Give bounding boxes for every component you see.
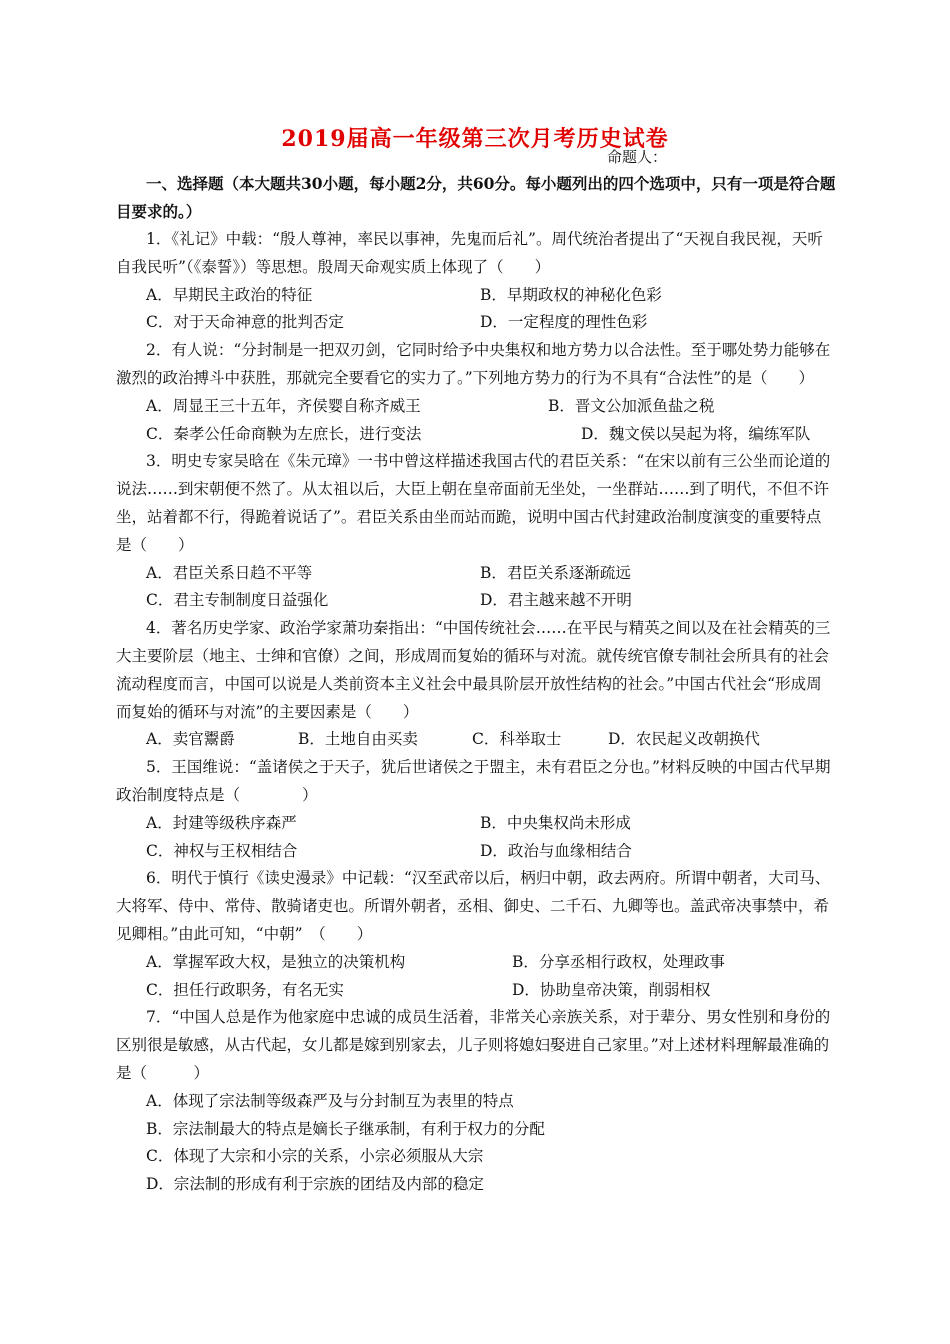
section-header: 一、选择题（本大题共30小题，每小题2分，共60分。每小题列出的四个选项中，只有一项是符合题目要求的。）	[116, 174, 836, 221]
question-stem: 7．“中国人总是作为他家庭中忠诚的成员生活着，非常关心亲族关系，对于辈分、男女性别和身份的区别很是敏感，从古代起，女儿都是嫁到别家去，儿子则将媳妇娶进自己家里。”对上述材料理解最准确的是（ ）	[116, 1008, 831, 1082]
question-stem: 4．著名历史学家、政治学家萧功秦指出：“中国传统社会……在平民与精英之间以及在社会精英的三大主要阶层（地主、士绅和官僚）之间，形成周而复始的循环与对流。就传统官僚专制社会所具有的社会流动程度而言，中国可以说是人类前资本主义社会中最具阶层开放性结构的社会。”中国古代社会“形成周而复始的循环与对流”的主要因素是（ ）	[116, 619, 831, 721]
question-7	[116, 1004, 836, 1199]
option-d: D．农民起义改朝换代	[608, 730, 760, 749]
option-c: C．对于天命神意的批判否定	[146, 313, 344, 332]
questions-list	[116, 226, 836, 1199]
question-stem: 6．明代于慎行《读史漫录》中记载：“汉至武帝以后，柄归中朝，政去两府。所谓中朝者，大司马、大将军、侍中、常侍、散骑诸吏也。所谓外朝者，丞相、御史、二千石、九卿等也。盖武帝决事禁中，希见卿相。”由此可知，“中朝” （ ）	[116, 869, 831, 943]
option-a: A．卖官鬻爵	[146, 730, 235, 749]
option-a: A．君臣关系日趋不平等	[146, 563, 313, 582]
option-row	[116, 726, 836, 754]
option-a: A．周显王三十五年，齐侯婴自称齐威王	[146, 396, 421, 415]
option-c: C．担任行政职务，有名无实	[146, 980, 344, 999]
question-stem: 2．有人说：“分封制是一把双刃剑，它同时给予中央集权和地方势力以合法性。至于哪处势力能够在激烈的政治搏斗中获胜，那就完全要看它的实力了。”下列地方势力的行为不具有“合法性”的是（ ）	[116, 341, 831, 387]
option-d: D．宗法制的形成有利于宗族的团结及内部的稳定	[146, 1175, 484, 1194]
option-a: A．早期民主政治的特征	[146, 285, 313, 304]
option-b: B．早期政权的神秘化色彩	[480, 285, 662, 304]
option-row	[116, 587, 836, 615]
question-6	[116, 865, 836, 1004]
option-b: B．中央集权尚未形成	[480, 813, 631, 832]
option-d: D．君主越来越不开明	[480, 591, 632, 610]
option-row	[116, 949, 836, 977]
option-b: B．君臣关系逐渐疏远	[480, 563, 631, 582]
option-row	[116, 393, 836, 421]
option-d: D．一定程度的理性色彩	[480, 313, 648, 332]
option-b: B．土地自由买卖	[298, 730, 418, 749]
option-b: B．宗法制最大的特点是嫡长子继承制，有利于权力的分配	[146, 1119, 545, 1138]
question-3	[116, 448, 836, 615]
option-row	[116, 838, 836, 866]
question-stem: 1．《礼记》中载：“殷人尊神，率民以事神，先鬼而后礼”。周代统治者提出了“天视自我民视，天听自我民听”（《泰誓》）等思想。殷周天命观实质上体现了（ ）	[116, 230, 823, 276]
question-2	[116, 337, 836, 448]
option-c: C．体现了大宗和小宗的关系，小宗必须服从大宗	[146, 1147, 484, 1166]
question-stem: 5．王国维说：“盖诸侯之于天子，犹后世诸侯之于盟主，未有君臣之分也。”材料反映的中国古代早期政治制度特点是（ ）	[116, 758, 831, 804]
option-a: A．体现了宗法制等级森严及与分封制互为表里的特点	[146, 1091, 514, 1110]
option-row	[116, 977, 836, 1005]
author-label: 命题人：	[607, 148, 668, 166]
option-d: D．政治与血缘相结合	[480, 841, 632, 860]
option-row	[116, 309, 836, 337]
option-d: D．协助皇帝决策，削弱相权	[512, 980, 711, 999]
option-c: C．秦孝公任命商鞅为左庶长，进行变法	[146, 424, 422, 443]
question-1	[116, 226, 836, 337]
option-row	[116, 421, 836, 449]
question-5	[116, 754, 836, 865]
option-a: A．掌握军政大权，是独立的决策机构	[146, 952, 406, 971]
option-c: C．君主专制制度日益强化	[146, 591, 329, 610]
option-row	[116, 810, 836, 838]
option-row	[116, 560, 836, 588]
option-b: B．晋文公加派鱼盐之税	[548, 396, 715, 415]
option-c: C．科举取士	[472, 730, 562, 749]
exam-title: 2019届高一年级第三次月考历史试卷	[281, 126, 669, 152]
option-row	[116, 282, 836, 310]
option-c: C．神权与王权相结合	[146, 841, 298, 860]
option-b: B．分享丞相行政权，处理政事	[512, 952, 725, 971]
question-stem: 3．明史专家吴晗在《朱元璋》一书中曾这样描述我国古代的君臣关系：“在宋以前有三公坐而论道的说法……到宋朝便不然了。从太祖以后，大臣上朝在皇帝面前无坐处，一坐群站……到了明代，不但不许坐，站着都不行，得跪着说话了”。君臣关系由坐而站而跪，说明中国古代封建政治制度演变的重要特点是（ ）	[116, 452, 831, 554]
option-a: A．封建等级秩序森严	[146, 813, 297, 832]
option-d: D．魏文侯以吴起为将，编练军队	[581, 424, 811, 443]
question-4	[116, 615, 836, 754]
